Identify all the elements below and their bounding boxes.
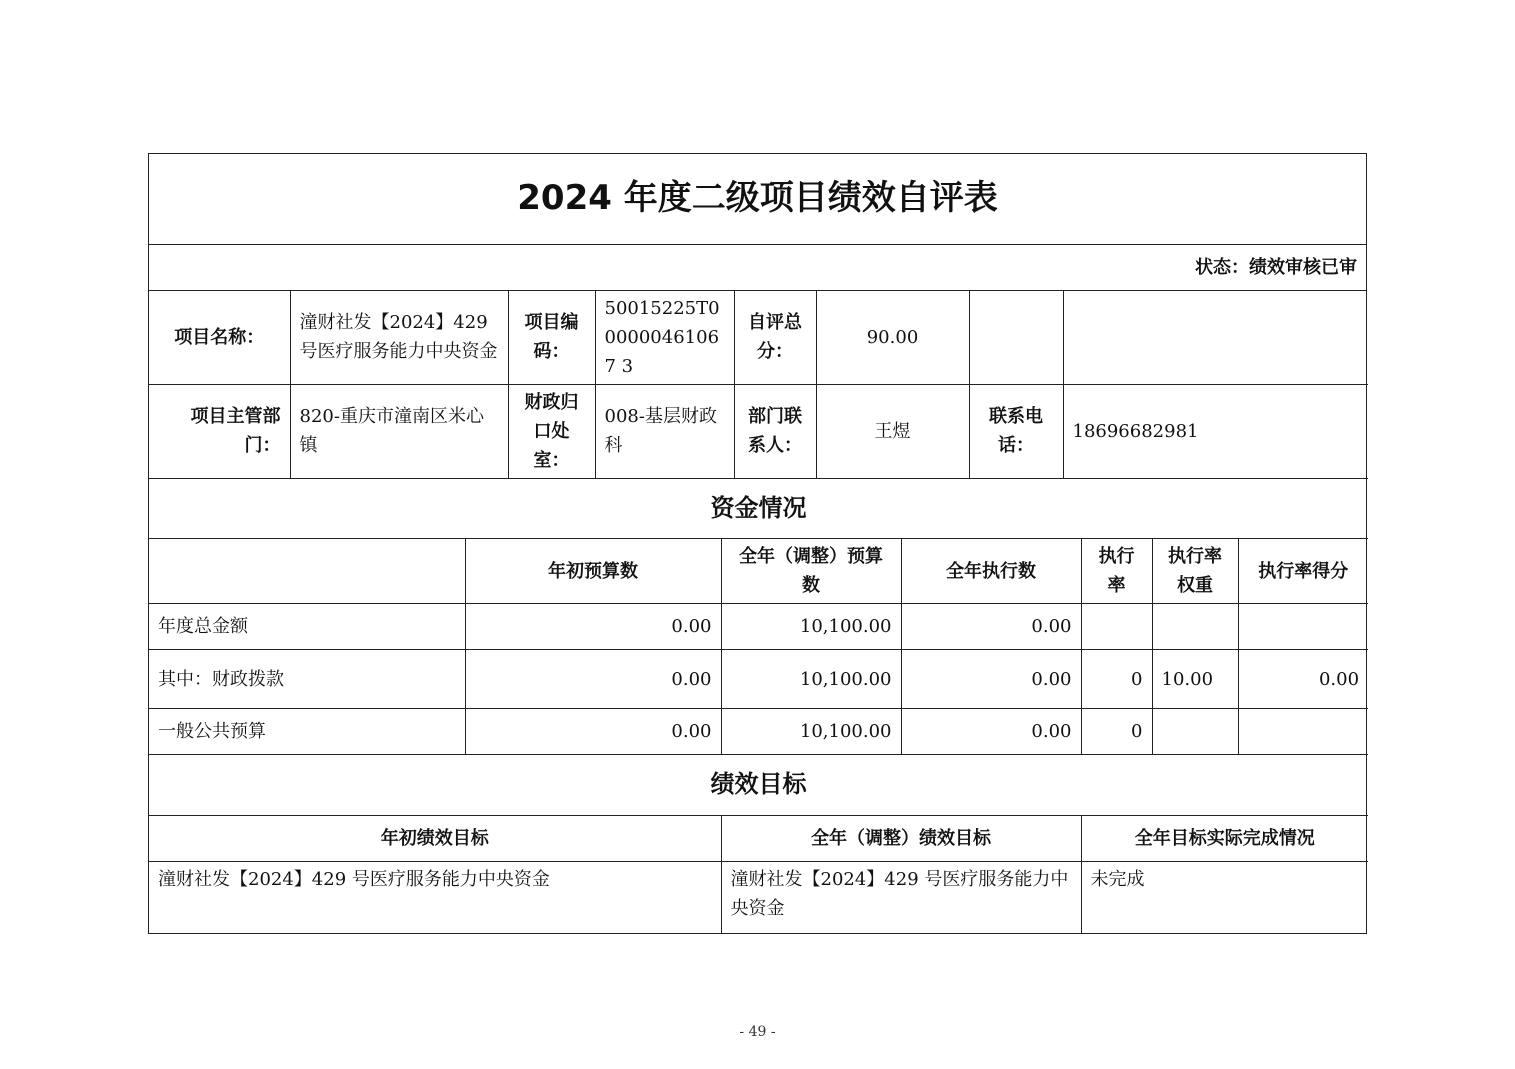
rate-weight: 10.00 [1152,650,1238,709]
project-code-value: 50015225T000000461067 3 [595,291,734,385]
goals-section-title: 绩效目标 [149,755,1368,815]
phone-label: 联系电话： [969,384,1063,478]
finance-label: 财政归口处室： [508,384,595,478]
project-code-label: 项目编码： [508,291,595,385]
empty-cell [969,291,1063,385]
actual-completion: 未完成 [1081,861,1368,933]
initial-budget: 0.00 [465,650,721,709]
adjusted-goal: 潼财社发【2024】429 号医疗服务能力中央资金 [721,861,1081,933]
project-name-value: 潼财社发【2024】429号医疗服务能力中央资金 [290,291,508,385]
rate-score [1238,709,1368,755]
execution-rate: 0 [1081,650,1152,709]
funds-header-cell: 全年执行数 [901,539,1081,604]
contact-value: 王煜 [816,384,969,478]
contact-label: 部门联系人： [734,384,816,478]
score-value: 90.00 [816,291,969,385]
adjusted-budget: 10,100.00 [721,604,901,650]
funds-header-cell: 执行率权重 [1152,539,1238,604]
goals-header-cell: 全年目标实际完成情况 [1081,815,1368,861]
row-label: 年度总金额 [149,604,465,650]
table-row [149,861,1368,933]
header-table [149,154,1366,291]
funds-header-cell: 执行率 [1081,539,1152,604]
funds-header-cell: 执行率得分 [1238,539,1368,604]
row-label: 其中：财政拨款 [149,650,465,709]
adjusted-budget: 10,100.00 [721,650,901,709]
rate-score: 0.00 [1238,650,1368,709]
rate-weight [1152,709,1238,755]
dept-label: 项目主管部门： [149,384,290,478]
funds-table [149,479,1368,756]
table-row [149,709,1368,755]
project-name-label: 项目名称： [149,291,290,385]
funds-header-cell [149,539,465,604]
page-title: 2024 年度二级项目绩效自评表 [149,154,1366,244]
executed-amount: 0.00 [901,709,1081,755]
row-label: 一般公共预算 [149,709,465,755]
executed-amount: 0.00 [901,650,1081,709]
funds-header-cell: 年初预算数 [465,539,721,604]
initial-budget: 0.00 [465,709,721,755]
project-info-table [149,291,1368,479]
goals-header-cell: 年初绩效目标 [149,815,721,861]
execution-rate [1081,604,1152,650]
funds-header-cell: 全年（调整）预算数 [721,539,901,604]
finance-value: 008-基层财政科 [595,384,734,478]
page-number: - 49 - [739,1024,776,1040]
goals-table [149,755,1368,933]
status-text: 状态：绩效审核已审 [149,244,1366,290]
evaluation-form [148,153,1367,934]
initial-budget: 0.00 [465,604,721,650]
goals-header-row [149,815,1368,861]
dept-value: 820-重庆市潼南区米心镇 [290,384,508,478]
phone-value: 18696682981 [1063,384,1368,478]
table-row [149,650,1368,709]
rate-score [1238,604,1368,650]
funds-header-row [149,539,1368,604]
adjusted-budget: 10,100.00 [721,709,901,755]
executed-amount: 0.00 [901,604,1081,650]
goals-header-cell: 全年（调整）绩效目标 [721,815,1081,861]
funds-section-title: 资金情况 [149,479,1368,539]
score-label: 自评总分： [734,291,816,385]
execution-rate: 0 [1081,709,1152,755]
rate-weight [1152,604,1238,650]
initial-goal: 潼财社发【2024】429 号医疗服务能力中央资金 [149,861,721,933]
table-row [149,604,1368,650]
empty-cell [1063,291,1368,385]
